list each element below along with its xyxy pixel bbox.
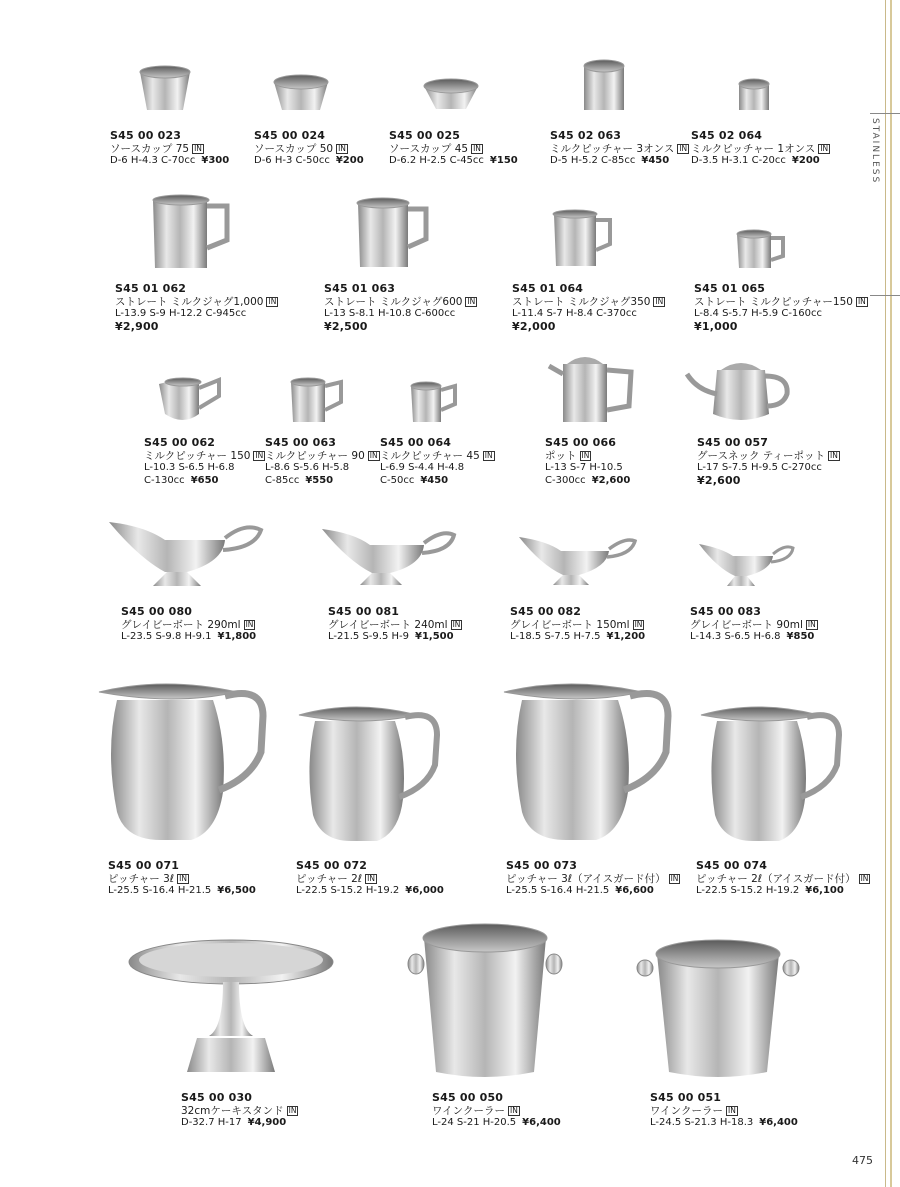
in-badge: IN [509,1105,518,1115]
product-spec: L-6.9 S-4.4 H-4.8 [380,462,465,473]
milk-pitcher-image [733,228,789,272]
product-caption [181,1092,298,1130]
product-caption [121,606,256,644]
in-badge: IN [857,296,866,306]
in-badge: IN [467,296,476,306]
gravy-boat-image [515,533,639,587]
in-badge: IN [634,619,643,629]
product-spec: L-22.5 S-15.2 H-19.2 [696,885,800,896]
product-caption [650,1092,798,1130]
product-price: ¥450 [641,155,670,166]
product-code: S45 01 062 [115,282,187,295]
in-badge: IN [829,450,838,460]
product-spec: L-13.9 S-9 H-12.2 C-945cc [115,308,247,319]
product-caption [512,283,665,333]
milk-pitcher-image [155,374,225,426]
milk-pitcher-image [578,56,630,114]
product-spec: L-22.5 S-15.2 H-19.2 [296,885,400,896]
in-badge: IN [807,619,816,629]
product-spec: D-6.2 H-2.5 C-45cc [389,155,484,166]
product-name: ストレート ミルクジャグ1,000 [115,295,264,308]
product-price: ¥200 [791,155,820,166]
teapot-image [683,354,795,426]
in-badge: IN [255,450,264,460]
milk-jug-image [145,192,235,272]
product-name: グレイビーボート 90ml [690,618,803,631]
in-badge: IN [679,143,688,153]
product-code: S45 00 024 [254,129,326,142]
product-caption [550,130,689,168]
product-code: S45 02 064 [691,129,763,142]
product-spec: L-17 S-7.5 H-9.5 C-270cc [697,462,822,473]
product-price: ¥2,000 [512,319,556,333]
pitcher-image [95,682,271,842]
product-code: S45 00 083 [690,605,762,618]
pot-image [545,350,637,426]
product-code: S45 00 081 [328,605,400,618]
product-price: ¥150 [489,155,518,166]
page-number: 475 [852,1154,873,1167]
product-name: グースネック ティーポット [697,449,825,462]
product-caption [506,860,680,898]
in-badge: IN [194,143,202,153]
in-badge: IN [655,296,664,306]
pitcher-image [697,705,845,843]
product-spec: L-8.4 S-5.7 H-5.9 C-160cc [694,308,823,319]
product-name: ワインクーラー [432,1104,505,1117]
product-price: ¥1,800 [217,631,257,642]
product-caption [380,437,495,487]
product-code: S45 01 064 [512,282,584,295]
milk-jug-image [548,208,616,270]
in-badge: IN [473,143,481,153]
product-spec: L-10.3 S-6.5 H-6.8 [144,462,235,473]
product-price: ¥200 [335,155,364,166]
milk-pitcher-image [285,376,347,426]
product-name: ミルクピッチャー 150 [144,449,251,462]
product-code: S45 02 063 [550,129,622,142]
in-badge: IN [484,450,493,460]
product-spec: D-6 H-3 C-50cc [254,155,330,166]
product-name: ワインクーラー [650,1104,723,1117]
product-code: S45 01 063 [324,282,396,295]
product-name: ピッチャー 2ℓ [296,872,363,885]
product-code: S45 00 074 [696,859,768,872]
product-spec: D-6 H-4.3 C-70cc [110,155,196,166]
gravy-boat-image [318,525,458,587]
product-name: ピッチャー 3ℓ [108,872,175,885]
product-name: ソースカップ 45 [389,142,469,155]
product-name: ソースカップ 50 [254,142,334,155]
product-price: ¥2,600 [697,473,741,487]
product-price: ¥300 [201,155,230,166]
product-caption [432,1092,561,1130]
in-badge: IN [820,143,829,153]
product-price: ¥6,400 [759,1117,798,1128]
in-badge: IN [369,450,378,460]
product-code: S45 00 050 [432,1091,504,1104]
product-spec: L-23.5 S-9.8 H-9.1 [121,631,212,642]
product-name: グレイビーボート 150ml [510,618,630,631]
border-line [890,0,892,1187]
product-code: S45 00 030 [181,1091,253,1104]
product-caption [115,283,278,333]
product-spec-capacity: C-300cc [545,474,586,486]
product-price: ¥1,500 [414,631,454,642]
product-spec: D-5 H-5.2 C-85cc [550,155,636,166]
product-caption [328,606,462,644]
product-name: ポット [545,449,577,462]
product-price: ¥4,900 [247,1117,287,1128]
section-tick [870,113,900,114]
product-spec-capacity: C-130cc [144,474,185,486]
product-code: S45 00 062 [144,436,216,449]
product-caption [110,130,229,168]
sauce-cup-image [420,77,482,113]
product-code: S45 01 065 [694,282,766,295]
product-price: ¥6,000 [405,885,444,896]
product-price: ¥6,600 [615,885,654,896]
in-badge: IN [338,143,346,153]
product-spec: L-24 S-21 H-20.5 [432,1117,517,1128]
product-caption [265,437,380,487]
product-caption [144,437,265,487]
product-caption [324,283,477,333]
product-price: ¥850 [786,631,815,642]
section-label: STAINLESS [870,118,880,185]
product-price: ¥6,400 [522,1117,561,1128]
in-badge: IN [727,1105,736,1115]
in-badge: IN [179,873,187,883]
product-name: ミルクピッチャー 1オンス [691,142,816,155]
gravy-boat-image [695,540,797,588]
product-price: ¥2,600 [591,474,631,486]
product-name: ミルクピッチャー 45 [380,449,480,462]
milk-pitcher-image [733,76,775,114]
product-caption [254,130,364,168]
product-spec: L-8.6 S-5.6 H-5.8 [265,462,350,473]
product-spec: D-3.5 H-3.1 C-20cc [691,155,786,166]
in-badge: IN [268,296,277,306]
milk-pitcher-image [405,380,461,426]
product-price: ¥2,500 [324,319,368,333]
product-price: ¥1,200 [606,631,646,642]
cake-stand-image [125,938,337,1078]
pitcher-image [295,705,443,843]
in-badge: IN [288,1105,297,1115]
product-code: S45 00 063 [265,436,337,449]
product-price: ¥6,500 [217,885,256,896]
product-code: S45 00 023 [110,129,182,142]
product-code: S45 00 057 [697,436,769,449]
product-spec: L-14.3 S-6.5 H-6.8 [690,631,781,642]
product-code: S45 00 071 [108,859,180,872]
product-name: ミルクピッチャー 3オンス [550,142,675,155]
product-caption [296,860,444,898]
product-name: 32cmケーキスタンド [181,1104,284,1117]
product-caption [694,283,868,333]
in-badge: IN [860,873,869,883]
product-code: S45 00 072 [296,859,368,872]
product-price: ¥6,100 [805,885,844,896]
milk-jug-image [350,195,432,270]
product-caption [510,606,645,644]
product-name: ソースカップ 75 [110,142,190,155]
product-caption [545,437,630,487]
product-caption [697,437,840,487]
product-code: S45 00 064 [380,436,452,449]
product-spec: L-18.5 S-7.5 H-7.5 [510,631,601,642]
product-spec-capacity: C-50cc [380,474,415,486]
product-name: ミルクピッチャー 90 [265,449,365,462]
product-caption [691,130,830,168]
product-price: ¥450 [420,474,449,486]
product-spec: L-25.5 S-16.4 H-21.5 [108,885,212,896]
product-name: ピッチャー 3ℓ（アイスガード付） [506,872,666,885]
product-spec: L-24.5 S-21.3 H-18.3 [650,1117,754,1128]
product-code: S45 00 073 [506,859,578,872]
product-spec: L-25.5 S-16.4 H-21.5 [506,885,610,896]
product-price: ¥2,900 [115,319,159,333]
product-code: S45 00 025 [389,129,461,142]
product-price: ¥1,000 [694,319,738,333]
product-name: ストレート ミルクピッチャー150 [694,295,853,308]
product-spec: D-32.7 H-17 [181,1117,242,1128]
product-caption [389,130,518,168]
product-caption [690,606,818,644]
product-name: ストレート ミルクジャグ600 [324,295,463,308]
product-code: S45 00 080 [121,605,193,618]
sauce-cup-image [135,62,195,114]
product-code: S45 00 082 [510,605,582,618]
product-spec-capacity: C-85cc [265,474,300,486]
product-name: グレイビーボート 240ml [328,618,448,631]
wine-cooler-image [406,920,564,1080]
product-code: S45 00 051 [650,1091,722,1104]
product-price: ¥550 [305,474,334,486]
pitcher-image [500,682,676,842]
in-badge: IN [367,873,375,883]
in-badge: IN [452,619,461,629]
border-line [885,0,886,1187]
section-tick [870,295,900,296]
in-badge: IN [245,619,254,629]
sauce-cup-image [270,72,332,114]
product-caption [696,860,870,898]
product-name: グレイビーボート 290ml [121,618,241,631]
product-caption [108,860,256,898]
product-price: ¥650 [190,474,219,486]
product-spec: L-11.4 S-7 H-8.4 C-370cc [512,308,637,319]
product-spec: L-13 S-8.1 H-10.8 C-600cc [324,308,456,319]
product-name: ピッチャー 2ℓ（アイスガード付） [696,872,856,885]
wine-cooler-image [635,936,801,1080]
product-name: ストレート ミルクジャグ350 [512,295,651,308]
in-badge: IN [670,873,679,883]
gravy-boat-image [105,518,265,588]
product-code: S45 00 066 [545,436,617,449]
product-spec: L-21.5 S-9.5 H-9 [328,631,409,642]
product-spec: L-13 S-7 H-10.5 [545,462,623,473]
in-badge: IN [581,450,590,460]
